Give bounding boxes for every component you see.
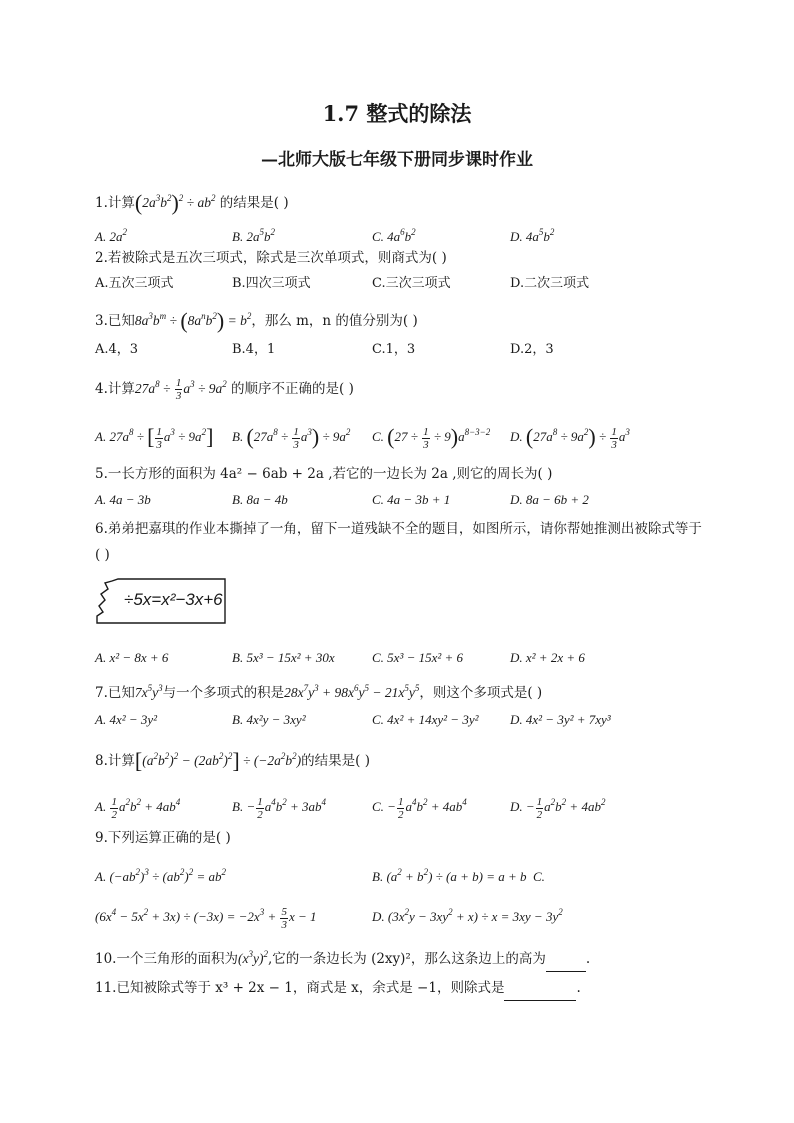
q4-option-a[interactable]: A. $27a^8$ ÷ [ $\frac{1}{3}$ $a^3 \div 9a^2$] — [95, 424, 214, 451]
q1-option-b[interactable]: B. $2a^5b^2$ — [232, 227, 275, 244]
q7-option-a[interactable]: A. 4x² − 3y² — [95, 712, 158, 727]
question-3: 3.已知$8a^3b^m \div (8a^nb^2) = b^2$，那么 m，n 的值分别为( ) — [95, 308, 418, 333]
question-8: 8.计算$[(a^2b^2)^2 - (2ab^2)^2] \div (-2a^2b^2)$的结果是( ) — [95, 748, 370, 773]
question-11: 11.已知被除式等于 x³ + 2x − 1，商式是 x，余式是 −1，则除式是 . — [95, 978, 581, 1001]
q1-option-d[interactable]: D. $4a^5b^2$ — [510, 227, 555, 244]
q8-option-b[interactable]: B. − $\frac{1}{2}$ $a^4b^2 + 3ab^4$ — [232, 795, 326, 821]
question-4: 4.计算$27a^8$ ÷ $\frac{1}{3}$ $a^3 \div 9a^2$ 的顺序不正确的是( ) — [95, 377, 354, 403]
q6-option-b[interactable]: B. 5x³ − 15x² + 30x — [232, 650, 335, 665]
q5-option-d[interactable]: D. 8a − 6b + 2 — [510, 492, 589, 507]
q9-option-b[interactable]: B. $(a^2 + b^2) \div (a + b) = a + b$ C. — [372, 867, 545, 884]
q5-option-c[interactable]: C. 4a − 3b + 1 — [372, 492, 451, 507]
question-7: 7.已知$7x^5y^3$与一个多项式的积是$28x^7y^3 + 98x^6y^5 - 21x^5y^5$，则这个多项式是( ) — [95, 683, 543, 701]
torn-paper-text: ÷5x=x²−3x+6 — [124, 590, 223, 609]
q9-option-d[interactable]: D. $(3x^2y - 3xy^2 + x) \div x = 3xy - 3y^2$ — [372, 907, 563, 924]
q10-answer-blank[interactable] — [546, 951, 586, 972]
q5-option-a[interactable]: A. 4a − 3b — [95, 492, 151, 507]
q3-option-b[interactable]: B.4，1 — [232, 342, 276, 357]
question-10: 10.一个三角形的面积为$(x^3y)^2$,它的一条边长为 (2xy)²，那么这条边上的高为 . — [95, 944, 590, 972]
q2-option-c[interactable]: C.三次三项式 — [372, 276, 451, 291]
q3-option-d[interactable]: D.2，3 — [510, 342, 554, 357]
question-5: 5.一长方形的面积为 4a² − 6ab + 2a ,若它的一边长为 2a ,则它的周长为( ) — [95, 466, 553, 482]
q1-option-c[interactable]: C. $4a^6b^2$ — [372, 227, 416, 244]
page-subtitle: —北师大版七年级下册同步课时作业 — [261, 150, 533, 170]
q1-option-a[interactable]: A. $2a^2$ — [95, 227, 127, 244]
q7-option-d[interactable]: D. 4x² − 3y² + 7xy³ — [510, 712, 611, 727]
question-9: 9.下列运算正确的是( ) — [95, 830, 231, 846]
q4-option-c[interactable]: C. (27 ÷ $\frac{1}{3}$ ÷ $9)a^{8-3-2}$ — [372, 424, 491, 451]
q9-option-c[interactable]: $(6x^4 - 5x^2 + 3x) \div (-3x) = -2x^3$ + $\frac{5}{3}$ x − 1 — [95, 905, 317, 931]
q8-option-d[interactable]: D. − $\frac{1}{2}$ $a^2b^2 + 4ab^2$ — [510, 795, 606, 821]
q11-answer-blank[interactable] — [504, 980, 576, 1001]
q4-option-d[interactable]: D. $(27a^8 \div 9a^2)$ ÷ $\frac{1}{3}$ $a^3$ — [510, 424, 630, 451]
page-title: 1.7 整式的除法 — [322, 101, 472, 126]
q2-option-a[interactable]: A.五次三项式 — [95, 276, 174, 291]
q6-option-c[interactable]: C. 5x³ − 15x² + 6 — [372, 650, 464, 665]
q2-option-b[interactable]: B.四次三项式 — [232, 276, 311, 291]
q9-option-a[interactable]: A. $(-ab^2)^3 \div (ab^2)^2 = ab^2$ — [95, 867, 226, 884]
q3-option-a[interactable]: A.4，3 — [95, 342, 139, 357]
q8-option-c[interactable]: C. − $\frac{1}{2}$ $a^4b^2 + 4ab^4$ — [372, 795, 467, 821]
question-1: 1.计算$(2a^3b^2)^2 \div ab^2$ 的结果是( ) — [95, 190, 289, 215]
q6-option-d[interactable]: D. x² + 2x + 6 — [510, 650, 585, 665]
q4-option-b[interactable]: B. ($27a^8$ ÷ $\frac{1}{3}$ $a^3) \div 9a^2$ — [232, 424, 351, 451]
q2-option-d[interactable]: D.二次三项式 — [510, 276, 590, 291]
question-2: 2.若被除式是五次三项式，除式是三次单项式，则商式为( ) — [95, 250, 447, 266]
q3-option-c[interactable]: C.1，3 — [372, 342, 416, 357]
q7-option-c[interactable]: C. 4x² + 14xy² − 3y² — [372, 712, 479, 727]
q5-option-b[interactable]: B. 8a − 4b — [232, 492, 288, 507]
q6-option-a[interactable]: A. x² − 8x + 6 — [95, 650, 169, 665]
q7-option-b[interactable]: B. 4x²y − 3xy² — [232, 712, 306, 727]
q8-option-a[interactable]: A. $\frac{1}{2}$ $a^2b^2 + 4ab^4$ — [95, 795, 181, 821]
question-6: 6.弟弟把嘉琪的作业本撕掉了一角，留下一道残缺不全的题目，如图所示，请你帮她推测出被除式等于( ) — [95, 521, 702, 563]
